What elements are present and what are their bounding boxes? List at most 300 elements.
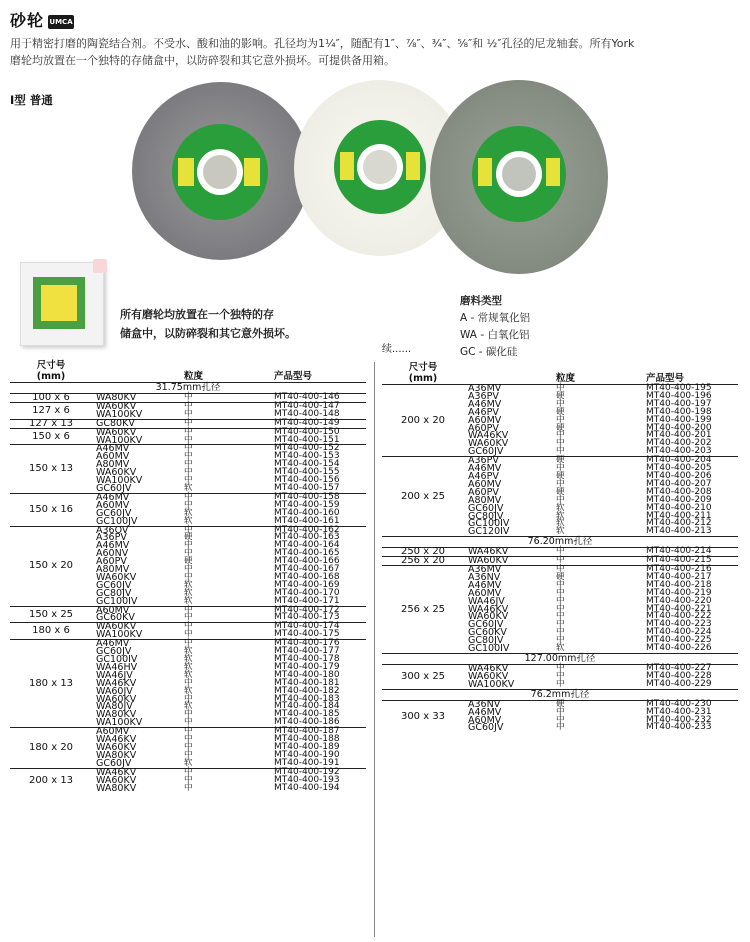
part-number-cell: MT40-400-222 [646, 611, 712, 622]
section-title: I型 普通 [10, 93, 53, 107]
size-cell: 150 x 25 [10, 606, 92, 623]
grit-cell: WA80JV [96, 701, 133, 713]
grit-cell: GC100IV [96, 595, 138, 607]
hardness-cell: 软 [184, 701, 193, 712]
part-number-cell: MT40-400-203 [646, 446, 712, 457]
grit-cell: A60MV [96, 451, 130, 463]
hardness-cell: 软 [184, 587, 193, 598]
size-cell: 256 x 20 [382, 557, 464, 566]
size-cell: 150 x 13 [10, 445, 92, 493]
grit-cell: GC60JV [96, 482, 132, 494]
grit-cell: A36OV [92, 526, 180, 534]
grit-cell: A36PV [464, 457, 552, 465]
grit-cell: WA80KV [96, 749, 137, 761]
grit-cell: A36NV [468, 571, 501, 583]
hardness-cell: 中 [556, 446, 565, 457]
part-number-cell: MT40-400-177 [274, 646, 340, 657]
product-table-right [382, 362, 738, 732]
part-number-cell: MT40-400-190 [274, 749, 340, 760]
hardness-cell: 中 [184, 548, 193, 559]
part-number-cell: MT40-400-188 [274, 734, 340, 745]
col-grit: 粒度 [556, 373, 576, 384]
hardness-cell: 中 [184, 467, 193, 478]
part-number-cell: MT40-400-165 [274, 548, 340, 559]
grit-cell: GC80KV [92, 419, 180, 428]
hardness-cell: 中 [556, 414, 565, 425]
grit-cell: A36MV [464, 566, 552, 574]
part-number-cell: MT40-400-232 [646, 714, 712, 725]
part-number-cell: MT40-400-171 [274, 595, 340, 606]
hardness-cell: 中 [556, 706, 565, 717]
bore-label: 127.00mm孔径 [382, 654, 738, 665]
hardness-cell: 中 [552, 665, 642, 673]
part-number-cell: MT40-400-214 [642, 548, 738, 557]
part-number-cell: MT40-400-180 [274, 669, 340, 680]
size-cell: 180 x 13 [10, 640, 92, 728]
grit-cell: A36PV [468, 390, 499, 402]
grit-cell: A46MV [92, 640, 180, 648]
grit-cell: GC60KV [96, 612, 135, 624]
part-number-cell: MT40-400-161 [274, 515, 340, 526]
hardness-cell: 中 [180, 394, 270, 403]
hardness-cell: 中 [552, 557, 642, 566]
hardness-cell: 中 [556, 619, 565, 630]
col-part: 产品型号 [646, 373, 685, 384]
hardness-cell: 硬 [556, 470, 565, 481]
grit-cell: A80MV [468, 494, 502, 506]
grit-cell: WA100KV [96, 408, 143, 420]
grit-cell: WA60JV [96, 685, 133, 697]
grit-cell: WA60KV [468, 611, 509, 623]
part-number-cell: MT40-400-151 [274, 434, 340, 445]
part-number-cell: MT40-400-221 [646, 603, 712, 614]
grit-cell: A60PV [96, 556, 127, 568]
hardness-cell: 中 [556, 627, 565, 638]
part-number-cell: MT40-400-213 [646, 526, 712, 537]
hardness-cell: 中 [556, 587, 565, 598]
part-number-cell: MT40-400-227 [642, 665, 738, 673]
hardness-cell: 中 [184, 499, 193, 510]
part-number-cell: MT40-400-158 [270, 493, 366, 501]
size-cell: 180 x 6 [10, 623, 92, 640]
hardness-cell: 硬 [552, 457, 642, 465]
hardness-cell: 软 [184, 595, 193, 606]
part-number-cell: MT40-400-219 [646, 587, 712, 598]
grit-cell: WA46JV [96, 669, 133, 681]
size-cell: 127 x 13 [10, 419, 92, 428]
grit-cell: GC80JV [468, 635, 504, 647]
part-number-cell: MT40-400-168 [274, 571, 340, 582]
grit-cell: WA60KV [96, 571, 137, 583]
grit-cell: WA46KV [468, 603, 509, 615]
part-number-cell: MT40-400-186 [274, 717, 340, 728]
size-cell: 250 x 20 [382, 548, 464, 557]
grit-cell: WA60KV [96, 741, 137, 753]
hardness-cell: 中 [180, 445, 270, 453]
grit-cell: GC60JV [468, 446, 504, 458]
grit-cell: WA60KV [96, 467, 137, 479]
part-number-cell: MT40-400-231 [646, 706, 712, 717]
part-number-cell: MT40-400-197 [646, 398, 712, 409]
part-number-cell: MT40-400-191 [274, 757, 340, 768]
hardness-cell: 软 [184, 646, 193, 657]
part-number-cell: MT40-400-176 [270, 640, 366, 648]
part-number-cell: MT40-400-202 [646, 438, 712, 449]
part-number-cell: MT40-400-162 [270, 526, 366, 534]
grit-cell: WA46KV [464, 548, 552, 557]
part-number-cell: MT40-400-206 [646, 470, 712, 481]
hardness-cell: 软 [556, 510, 565, 521]
grit-cell: A60MV [468, 414, 502, 426]
grit-cell: GC120IV [468, 526, 510, 538]
hardness-cell: 软 [184, 661, 193, 672]
hardness-cell: 中 [552, 548, 642, 557]
size-cell: 300 x 33 [382, 700, 464, 732]
grit-cell: WA46KV [92, 768, 180, 776]
storage-caption: 所有磨轮均放置在一个独特的存 储盒中，以防碎裂和其它意外损坏。 [120, 308, 296, 340]
hardness-cell: 中 [556, 595, 565, 606]
grit-cell: A46PV [468, 406, 499, 418]
size-cell: 150 x 20 [10, 526, 92, 606]
part-number-cell: MT40-400-155 [274, 467, 340, 478]
hardness-cell: 硬 [556, 422, 565, 433]
grit-cell: GC60JV [96, 507, 132, 519]
part-number-cell: MT40-400-201 [646, 430, 712, 441]
part-number-cell: MT40-400-207 [646, 478, 712, 489]
page-title: 砂轮 UMCA [10, 11, 73, 30]
hardness-cell: 中 [556, 478, 565, 489]
part-number-cell: MT40-400-183 [274, 693, 340, 704]
size-cell: 200 x 25 [382, 457, 464, 537]
hardness-cell: 中 [184, 749, 193, 760]
hardness-cell: 软 [556, 502, 565, 513]
hardness-cell: 硬 [556, 486, 565, 497]
grit-cell: A36PV [96, 532, 127, 544]
grit-cell: WA100KV [96, 475, 143, 487]
part-number-cell: MT40-400-196 [646, 390, 712, 401]
part-number-cell: MT40-400-200 [646, 422, 712, 433]
grit-cell: GC60JV [468, 619, 504, 631]
size-cell: 200 x 20 [382, 385, 464, 457]
hardness-cell: 中 [556, 430, 565, 441]
hardness-cell: 中 [556, 579, 565, 590]
grit-cell: GC100JV [96, 515, 138, 527]
part-number-cell: MT40-400-189 [274, 741, 340, 752]
part-number-cell: MT40-400-149 [270, 419, 366, 428]
hardness-cell: 中 [552, 566, 642, 574]
part-number-cell: MT40-400-159 [274, 499, 340, 510]
grit-cell: WA60KV [464, 557, 552, 566]
part-number-cell: MT40-400-211 [646, 510, 712, 521]
hardness-cell: 硬 [556, 406, 565, 417]
hardness-cell: 硬 [184, 556, 193, 567]
hardness-cell: 中 [184, 475, 193, 486]
part-number-cell: MT40-400-156 [274, 475, 340, 486]
grit-cell: WA80KV [96, 709, 137, 721]
part-number-cell: MT40-400-230 [642, 700, 738, 708]
hardness-cell: 中 [556, 603, 565, 614]
part-number-cell: MT40-400-215 [642, 557, 738, 566]
abrasive-types: 磨料类型 A - 常规氧化铝 WA - 白氧化铝 GC - 碳化硅 [460, 295, 531, 358]
hardness-cell: 中 [556, 398, 565, 409]
grit-cell: GC60JV [96, 579, 132, 591]
product-table-left [10, 360, 366, 792]
grit-cell: GC60JV [96, 757, 132, 769]
hardness-cell: 中 [556, 463, 565, 474]
part-number-cell: MT40-400-169 [274, 579, 340, 590]
hardness-cell: 软 [184, 482, 193, 493]
hardness-cell: 中 [184, 677, 193, 688]
hardness-cell: 中 [184, 782, 193, 793]
part-number-cell: MT40-400-178 [274, 654, 340, 664]
grit-cell: A60MV [468, 478, 502, 490]
grit-cell: GC100IV [468, 518, 510, 530]
hardness-cell: 中 [184, 629, 193, 640]
intro-text: 用于精密打磨的陶瓷结合剂。不受水、酸和油的影响。孔径均为1¼″，随配有1″、⅞″、¾″、⅝″和 ½″孔径的尼龙轴套。所有York 磨轮均放置在一个独特的存储盒中，以防碎裂和其它意外损坏。可提供备用箱。 [10, 37, 635, 67]
part-number-cell: MT40-400-167 [274, 564, 340, 575]
hardness-cell: 中 [556, 670, 565, 681]
grit-cell: A60MV [92, 728, 180, 736]
hardness-cell: 软 [556, 518, 565, 529]
part-number-cell: MT40-400-193 [274, 774, 340, 785]
hardness-cell: 中 [556, 678, 565, 689]
hardness-cell: 中 [184, 459, 193, 470]
part-number-cell: MT40-400-204 [642, 457, 738, 465]
part-number-cell: MT40-400-172 [270, 606, 366, 614]
part-number-cell: MT40-400-181 [274, 677, 340, 688]
hardness-cell: 软 [184, 579, 193, 590]
grit-cell: A60PV [468, 486, 499, 498]
hardness-cell: 中 [556, 611, 565, 622]
part-number-cell: MT40-400-166 [274, 556, 340, 567]
hardness-cell: 中 [180, 623, 270, 631]
hardness-cell: 硬 [184, 532, 193, 543]
part-number-cell: MT40-400-217 [646, 571, 712, 582]
hardness-cell: 硬 [552, 700, 642, 708]
continued-label: 续...... [382, 344, 412, 355]
grit-cell: WA80KV [92, 394, 180, 403]
hardness-cell: 软 [184, 669, 193, 680]
grit-cell: A46MV [468, 579, 502, 591]
grit-cell: A60MV [468, 714, 502, 726]
grit-cell: A80MV [96, 564, 130, 576]
hardness-cell: 中 [180, 493, 270, 501]
part-number-cell: MT40-400-212 [646, 518, 712, 529]
hardness-cell: 中 [184, 734, 193, 745]
grit-cell: GC100IV [96, 654, 138, 665]
part-number-cell: MT40-400-146 [270, 394, 366, 403]
hardness-cell: 中 [180, 526, 270, 534]
grit-cell: WA46KV [96, 734, 137, 746]
part-number-cell: MT40-400-185 [274, 709, 340, 720]
part-number-cell: MT40-400-170 [274, 587, 340, 598]
grit-cell: A46PV [468, 470, 499, 482]
hardness-cell: 中 [180, 419, 270, 428]
part-number-cell: MT40-400-228 [646, 670, 712, 681]
hardness-cell: 中 [184, 571, 193, 582]
part-number-cell: MT40-400-216 [642, 566, 738, 574]
grit-cell: WA46JV [468, 595, 505, 607]
grit-cell: WA100KV [96, 717, 143, 729]
part-number-cell: MT40-400-192 [270, 768, 366, 776]
grit-cell: WA60KV [92, 402, 180, 410]
grit-cell: GC80JV [96, 587, 132, 599]
part-number-cell: MT40-400-223 [646, 619, 712, 630]
column-divider [374, 362, 375, 937]
size-cell: 200 x 13 [10, 768, 92, 792]
hardness-cell: 中 [184, 540, 193, 551]
grit-cell: GC100IV [468, 643, 510, 655]
hardness-cell: 中 [180, 428, 270, 436]
part-number-cell: MT40-400-150 [270, 428, 366, 436]
hardness-cell: 中 [180, 768, 270, 776]
hardness-cell: 中 [184, 741, 193, 752]
grit-cell: WA46KV [468, 430, 509, 442]
hardness-cell: 中 [556, 635, 565, 646]
hardness-cell: 中 [184, 693, 193, 704]
grit-cell: WA60KV [92, 623, 180, 631]
grit-cell: WA46KV [464, 665, 552, 673]
hardness-cell: 中 [184, 434, 193, 445]
grit-cell: A46MV [468, 398, 502, 410]
grit-cell: GC80JV [468, 510, 504, 522]
part-number-cell: MT40-400-184 [274, 701, 340, 712]
size-cell: 100 x 6 [10, 394, 92, 403]
hardness-cell: 软 [184, 515, 193, 526]
grit-cell: WA60KV [96, 774, 137, 786]
bore-label: 31.75mm孔径 [10, 383, 366, 394]
part-number-cell: MT40-400-163 [274, 532, 340, 543]
hardness-cell: 软 [184, 685, 193, 696]
umca-logo: UMCA [48, 15, 74, 29]
part-number-cell: MT40-400-198 [646, 406, 712, 417]
grit-cell: GC60KV [468, 627, 507, 639]
grit-cell: WA100KV [96, 434, 143, 446]
part-number-cell: MT40-400-205 [646, 463, 712, 474]
part-number-cell: MT40-400-160 [274, 507, 340, 518]
hardness-cell: 软 [184, 654, 193, 664]
part-number-cell: MT40-400-154 [274, 459, 340, 470]
part-number-cell: MT40-400-225 [646, 635, 712, 646]
part-number-cell: MT40-400-210 [646, 502, 712, 513]
grit-cell: GC60JV [468, 722, 504, 734]
part-number-cell: MT40-400-153 [274, 451, 340, 462]
hardness-cell: 中 [184, 408, 193, 419]
grit-cell: A36MV [464, 385, 552, 393]
size-cell: 256 x 25 [382, 566, 464, 654]
hardness-cell: 中 [552, 385, 642, 393]
hardness-cell: 软 [184, 507, 193, 518]
part-number-cell: MT40-400-152 [270, 445, 366, 453]
part-number-cell: MT40-400-199 [646, 414, 712, 425]
grit-cell: A80MV [96, 459, 130, 471]
grit-cell: WA60KV [96, 693, 137, 705]
hardness-cell: 中 [184, 717, 193, 728]
hardness-cell: 中 [556, 438, 565, 449]
hardness-cell: 中 [184, 709, 193, 720]
part-number-cell: MT40-400-220 [646, 595, 712, 606]
part-number-cell: MT40-400-224 [646, 627, 712, 638]
grit-cell: WA80KV [96, 782, 137, 794]
hardness-cell: 中 [184, 564, 193, 575]
col-size: 尺寸号 (mm) [408, 362, 438, 384]
grit-cell: WA60KV [468, 670, 509, 682]
size-cell: 150 x 16 [10, 493, 92, 526]
grit-cell: A60MV [96, 499, 130, 511]
hardness-cell: 软 [556, 526, 565, 537]
part-number-cell: MT40-400-208 [646, 486, 712, 497]
grit-cell: A60NV [96, 548, 129, 560]
grit-cell: GC60JV [96, 646, 132, 658]
hardness-cell: 软 [556, 643, 565, 654]
part-number-cell: MT40-400-226 [646, 643, 712, 654]
hardness-cell: 中 [180, 640, 270, 648]
part-number-cell: MT40-400-218 [646, 579, 712, 590]
part-number-cell: MT40-400-179 [274, 661, 340, 672]
part-number-cell: MT40-400-164 [274, 540, 340, 551]
size-cell: 150 x 6 [10, 428, 92, 445]
grit-cell: WA46KV [96, 677, 137, 689]
hardness-cell: 中 [556, 494, 565, 505]
part-number-cell: MT40-400-233 [646, 722, 712, 733]
hardness-cell: 中 [556, 714, 565, 725]
hardness-cell: 硬 [556, 571, 565, 582]
part-number-cell: MT40-400-147 [270, 402, 366, 410]
grit-cell: A46MV [468, 463, 502, 475]
part-number-cell: MT40-400-194 [274, 782, 340, 793]
grit-cell: WA60KV [92, 428, 180, 436]
grit-cell: A46MV [96, 540, 130, 552]
storage-box-image [20, 262, 104, 346]
hardness-cell: 中 [180, 606, 270, 614]
hardness-cell: 中 [184, 774, 193, 785]
bore-label: 76.20mm孔径 [382, 537, 738, 548]
grit-cell: A46MV [468, 706, 502, 718]
size-cell: 300 x 25 [382, 665, 464, 690]
hardness-cell: 中 [180, 728, 270, 736]
part-number-cell: MT40-400-187 [270, 728, 366, 736]
grit-cell: WA46HV [96, 661, 138, 673]
grit-cell: WA100KV [468, 678, 515, 690]
part-number-cell: MT40-400-175 [274, 629, 340, 640]
hardness-cell: 中 [184, 612, 193, 623]
hardness-cell: 软 [184, 757, 193, 768]
hardness-cell: 中 [556, 722, 565, 733]
size-cell: 127 x 6 [10, 402, 92, 419]
hardness-cell: 硬 [556, 390, 565, 401]
part-number-cell: MT40-400-174 [270, 623, 366, 631]
grit-cell: GC60JV [468, 502, 504, 514]
part-number-cell: MT40-400-148 [274, 408, 340, 419]
part-number-cell: MT40-400-182 [274, 685, 340, 696]
size-cell: 180 x 20 [10, 728, 92, 769]
col-size: 尺寸号 (mm) [36, 360, 66, 382]
grit-cell: WA60KV [468, 438, 509, 450]
part-number-cell: MT40-400-173 [274, 612, 340, 623]
grit-cell: A46MV [92, 493, 180, 501]
part-number-cell: MT40-400-157 [274, 482, 340, 493]
col-part: 产品型号 [274, 371, 313, 382]
grit-cell: A36NV [464, 700, 552, 708]
part-number-cell: MT40-400-195 [642, 385, 738, 393]
col-grit: 粒度 [184, 371, 204, 382]
bore-label: 76.2mm孔径 [382, 689, 738, 700]
grit-cell: A60PV [468, 422, 499, 434]
part-number-cell: MT40-400-229 [646, 678, 712, 689]
grit-cell: WA100KV [96, 629, 143, 641]
grit-cell: A46MV [92, 445, 180, 453]
grit-cell: A60MV [468, 587, 502, 599]
